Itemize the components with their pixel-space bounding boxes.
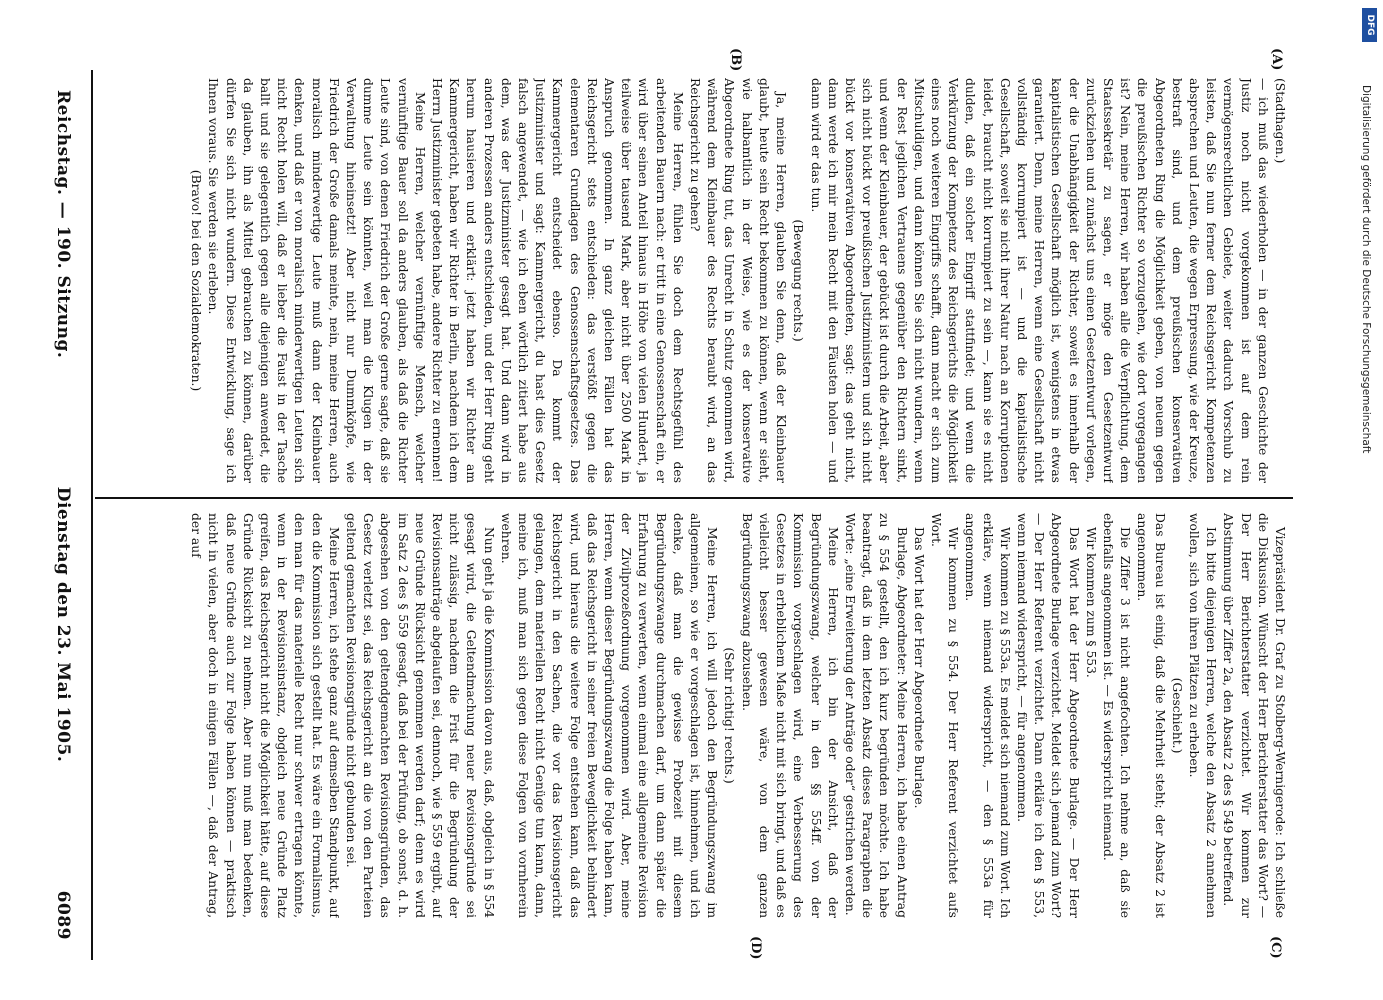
stage-direction: (Sehr richtig! rechts.) (722, 647, 737, 784)
margin-marker-b: (B) (728, 48, 743, 72)
speaker-heading: (Stadthagen.) (1273, 78, 1287, 164)
right-column (100, 513, 1288, 918)
paragraph: Meine Herren, fühlen Sie doch dem Rechtsgefühl des arbeitenden Bauern nach: er tritt in eine Genossenschaft ein, er wird über seinen Anteil hinaus in Höhe von vielen Hundert, ja teilweise über tausend Mark, aber nicht über 2500 Mark in Anspruch genommen. In ganz gleichen Fällen hat das Reichsgericht stets entschieden: das verstößt gegen die elementaren Grundlagen des Genossenschaftsgesetzes. Das Kammergericht entscheidet ebenso. Da kommt der Justizminister und sagt: Kammergericht, du hast dies Gesetz falsch angewendet, — wie ich eben wörtlich zitiert habe aus dem, was der Justizminister gesagt hat. Und dann wird in anderen Prozessen anders entschieden, und der Herr Ring geht herum hausieren und erklärt: jetzt haben wir Richter am Kammergericht, haben wir Richter in Berlin, nachdem ich dem Herrn Justizminister gebeten habe, andere Richter zu ernennen! (430, 78, 685, 483)
paragraph: Nun geht ja die Kommission davon aus, daß, obgleich in § 554 gesagt wird, die Geltendmachung neuer Revisionsgründe sei nicht zulässig, nachdem die Frist für die Begründung der Revisionsanträge abgelaufen sei, dennoch, wie § 559 ergibt, auf neue Gründe Rücksicht genommen werden darf; denn es wird im Satz 2 des § 559 gesagt, daß bei der Prüfung, ob sonst, d. h. abgesehen von den geltendgemachten Revisionsgründen, das Gesetz verletzt sei, das Reichsgericht an die von den Parteien geltend gemachten Revisionsgründe nicht gebunden sei. (344, 513, 496, 918)
margin-marker-c: (C) (1268, 936, 1283, 959)
paragraph: Ja, meine Herren, glauben Sie denn, daß der Kleinbauer glaubt, heute sein Recht bekommen zu können, wenn er sieht, wie halbamtlich in der Weise, wie es der konservative Abgeordnete Ring tut, das Unrecht in Schutz genommen wird, während dem Kleinbauer des Rechts beraubt wird, an das Reichsgericht zu gehen? (688, 78, 789, 483)
paragraph: Wir kommen zu § 554. Der Herr Referent verzichtet aufs Wort. (928, 513, 961, 918)
paragraph: Ich bitte diejenigen Herren, welche den Absatz 2 annehmen wollen, sich von ihren Plätzen zu erheben. (1186, 513, 1219, 918)
header-left: Reichstag. — 190. Sitzung. (53, 90, 73, 359)
margin-marker-d: (D) (748, 936, 763, 960)
dfg-logo-text: DFG (1365, 14, 1375, 36)
paragraph: Meine Herren, welcher vernünftige Mensch, welcher vernünftige Bauer soll da anders glauben, als daß die Richter Leute sind, von denen Friedrich der Große gerne sagte, daß sie dumme Leute sein könnten, weil man die Klugen in der Verwaltung hineinsetzt! Aber nicht nur Dummköpfe, wie Friedrich der Große damals meinte, nein, meine Herren, auch moralisch minderwertige Leute muß dann der Kleinbauer denken, und daß er von moralisch minderwertigen Leuten sich nicht Recht holen will, daß er lieber die Faust in der Tasche ballt und sie gelegentlich gegen alle diejenigen anwendet, die da glauben, ihn als Mittel gebrauchen zu können, darüber dürfen Sie sich nicht wundern. Diese Entwicklung, sage ich Ihnen voraus. Sie werden sie erleben. (206, 78, 427, 483)
left-column (100, 78, 1288, 483)
margin-marker-a: (A) (1269, 48, 1284, 71)
paragraph: Das Wort hat der Herr Abgeordnete Burlage. — Der Herr Abgeordnete Burlage verzichtet. Meldet sich jemand zum Wort? — Der Herr Referent verzichtet. Dann erkläre ich den § 553, wenn niemand widerspricht, — für angenommen. (1014, 513, 1081, 918)
paragraph: Burlage, Abgeordneter: Meine Herren, ich habe einen Antrag zu § 554 gestellt, den ich kurz begründen möchte. Ich habe beantragt, daß in dem letzten Absatz dieses Paragraphen die Worte: „eine Erweiterung der Anträge oder“ gestrichen werden. (842, 513, 909, 918)
stage-direction: (Geschieht.) (1169, 677, 1184, 754)
paragraph: Wir kommen zu § 553a. Es meldet sich niemand zum Wort. Ich erkläre, wenn niemand widerspricht, — den § 553a für angenommen. (963, 513, 1012, 918)
digitization-credit-text: Digitalisierung gefördert durch die Deutsche Forschungsgemeinschaft (1360, 85, 1372, 454)
header-center: Dienstag den 23. Mai 1905. (53, 486, 73, 763)
paragraph: Meine Herren, ich will jedoch den Begründungszwang im allgemeinen, so wie er vorgeschlagen ist, hinnehmen, und ich denke, daß man die gewisse Probezeit mit diesem Begründungszwange durchmachen darf, um dann später die Erfahrung zu verwerten, wenn einmal eine allgemeine Revision der Zivilprozeßordnung vorgenommen wird. Aber, meine Herren, wenn dieser Begründungszwang die Folge haben kann, daß das Reichsgericht in seiner freien Beweglichkeit behindert wird, und hieraus die weitere Folge entstehen kann, daß das Reichsgericht in den Sachen, die vor das Revisionsgericht gelangen, dem materiellen Recht nicht Genüge tun kann, dann, meine ich, muß man sich gegen diese Folgen von vornherein wehren. (498, 513, 720, 918)
paragraph: Wir kommen zum § 553. (1083, 527, 1098, 678)
paragraph: Meine Herren, ich stehe ganz auf demselben Standpunkt, auf den die Kommission sich gestellt hat. Es wäre ein Formalismus, den man für das materielle Recht nur schwer ertragen könnte, wenn in der Revisionsinstanz, obgleich neue Gründe Platz greifen, das Reichsgericht nicht die Möglichkeit hätte, auf diese Gründe Rücksicht zu nehmen. Aber nun muß man bedenken, daß neue Gründe auch zur Folge haben können — praktisch nicht in vielen, aber doch in einigen Fällen —, daß der Antrag, der auf (189, 513, 341, 918)
digitization-credit (1355, 85, 1377, 985)
paragraph: Das Wort hat der Herr Abgeordnete Burlage. (911, 527, 926, 809)
paragraph: Die Ziffer 3 ist nicht angefochten. Ich nehme an, daß sie ebenfalls angenommen ist. — Es widerspricht niemand. (1100, 513, 1133, 918)
stage-direction: (Bravo! bei den Sozialdemokraten.) (189, 169, 204, 392)
stage-direction: (Bewegung rechts.) (791, 219, 806, 342)
page-number: 6089 (53, 890, 73, 940)
page-header (53, 90, 83, 940)
column-divider (95, 497, 1293, 499)
header-rule (91, 70, 93, 960)
paragraph: Meine Herren, ich bin der Ansicht, daß der Begründungszwang, welcher in den §§ 554ff. von der Kommission vorgeschlagen wird, eine Verbesserung des Gesetzes in erheblichem Maße nicht mit sich bringt, und daß es vielleicht besser gewesen wäre, von dem ganzen Begründungszwang abzusehen. (739, 513, 840, 918)
paragraph: — ich muß das wiederholen — in der ganzen Geschichte der Justiz noch nicht vorgekommen ist auf dem rein vermögensrechtlichen Gebiete, weiter dadurch Vorschub zu leisten, daß Sie nun ferner dem Reichsgericht Kompetenzen absprechen und Leuten, die wegen Erpressung, wie der Kreuze, bestraft sind, und dem preußischen konservativen Abgeordneten Ring die Möglichkeit geben, von neuem gegen die preußischen Richter so vorzugehen, wie dort vorgegangen ist? Nein, meine Herren, wir haben alle die Verpflichtung, dem Staatssekretär zu sagen, er möge den Gesetzentwurf zurückziehen und zunächst uns einen Gesetzentwurf vorlegen, der die Unabhängigkeit der Richter, soweit es innerhalb der kapitalistischen Gesellschaft möglich ist, wenigstens in etwas garantiert. Denn, meine Herren, wenn eine Gesellschaft nicht vollständig korrumpiert ist — und die kapitalistische Gesellschaft, soweit sie nicht ihrer Natur nach an Korruptionen leidet, braucht nicht korrumpiert zu sein —, kann sie es nicht dulden, daß ein solcher Eingriff stattfindet; und wenn die Verkürzung der Kompetenz des Reichsgerichts die Möglichkeit eines noch weiteren Eingriffs schafft, dann macht er sich zum Mitschuldigen, und dann können Sie sich nicht wundern, wenn der Rest jeglichen Vertrauens gegenüber den Richtern sinkt, und wenn der Kleinbauer, der gebückt ist durch die Arbeit, aber sich nicht bückt vor preußischen Justizministern und sich nicht bückt vor konservativen Abgeordneten, sagt: das geht nicht, dann werde ich mir mein Recht mit den Fäusten holen — und dann wird er das tun. (808, 78, 1270, 483)
paragraph: Vizepräsident Dr. Graf zu Stolberg-Wernigerode: Ich schließe die Diskussion. Wünscht der Herr Berichterstatter das Wort? — Der Herr Berichterstatter verzichtet. Wir kommen zur Abstimmung über Ziffer 2a, den Absatz 2 des § 549 betreffend. (1221, 513, 1287, 918)
dfg-logo (1362, 8, 1377, 42)
paragraph: Das Bureau ist einig, daß die Mehrheit steht; der Absatz 2 ist angenommen. (1135, 513, 1167, 918)
